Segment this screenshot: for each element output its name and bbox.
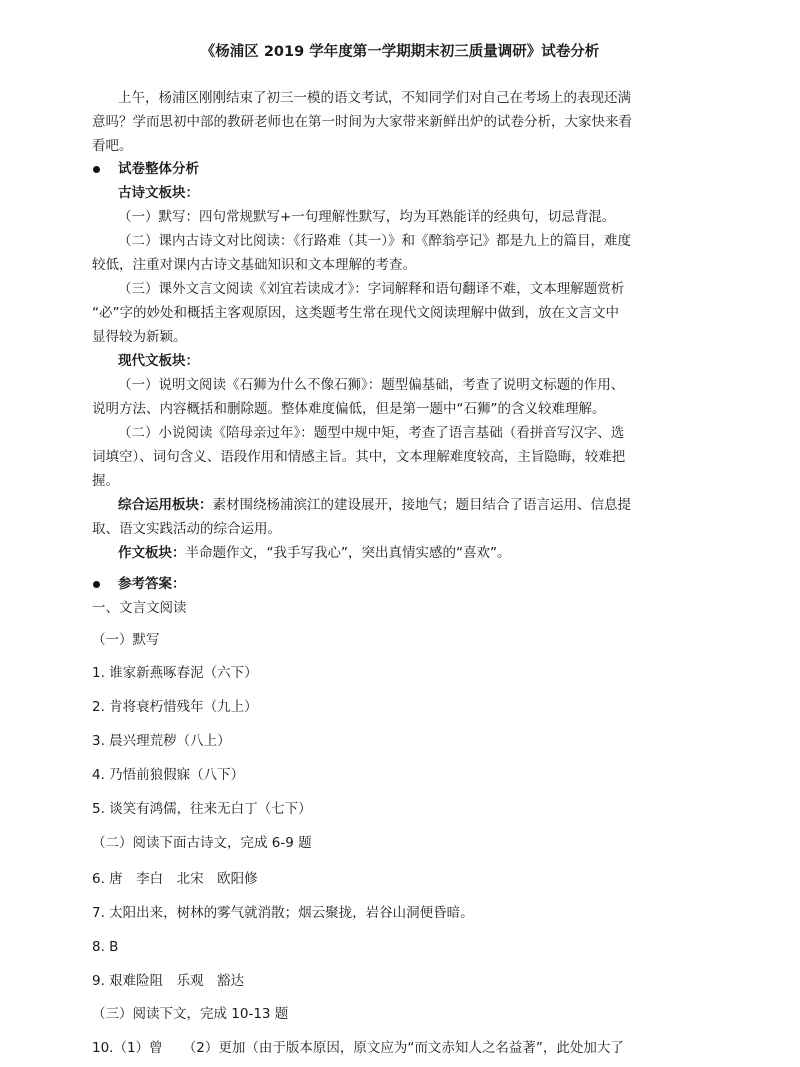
- answer-item: 4. 乃悟前狼假寐（八下）: [92, 767, 245, 783]
- ancient-poetry-label: 古诗文板块：: [118, 185, 199, 201]
- sub-heading: （二）阅读下面古诗文，完成 6-9 题: [92, 835, 312, 851]
- analysis-line: 说明方法、内容概括和删除题。整体难度偏低，但是第一题中“石狮”的含义较难理解。: [92, 401, 606, 417]
- answer-item: 7. 太阳出来，树林的雾气就消散；烟云聚拢，岩谷山洞便昏暗。: [92, 905, 474, 921]
- analysis-line: 较低，注重对课内古诗文基础知识和文本理解的考查。: [92, 257, 416, 273]
- sub-heading: （三）阅读下文，完成 10-13 题: [92, 1006, 289, 1022]
- analysis-line: （二）小说阅读《陪母亲过年》：题型中规中矩，考查了语言基础（看拼音写汉字、选: [118, 425, 625, 441]
- analysis-line: 半命题作文，“我手写我心”，突出真情实感的“喜欢”。: [185, 545, 511, 561]
- sub-heading: （一）默写: [92, 632, 160, 648]
- answer-item: 5. 谈笑有鸿儒，往来无白丁（七下）: [92, 801, 312, 817]
- intro-line: 看吧。: [92, 138, 133, 154]
- answers-heading: 参考答案：: [118, 576, 186, 592]
- analysis-line: 显得较为新颖。: [92, 329, 187, 345]
- analysis-line: （一）说明文阅读《石狮为什么不像石狮》：题型偏基础，考查了说明文标题的作用、: [118, 377, 625, 393]
- analysis-line: 词填空）、词句含义、语段作用和情感主旨。其中，文本理解难度较高，主旨隐晦，较难把: [92, 449, 626, 465]
- analysis-line: 取、语文实践活动的综合运用。: [92, 521, 281, 537]
- answer-item: 2. 肯将衰朽惜残年（九上）: [92, 699, 258, 715]
- answer-item: 10.（1）曾 （2）更加（由于版本原因，原文应为“而文赤知人之名益著”，此处加大了: [92, 1040, 624, 1056]
- intro-line: 上午，杨浦区刚刚结束了初三一模的语文考试，不知同学们对自己在考场上的表现还满: [118, 90, 631, 106]
- essay-label: 作文板块：: [118, 545, 186, 561]
- analysis-line: （二）课内古诗文对比阅读：《行路难（其一）》和《醉翁亭记》都是九上的篇目，难度: [118, 233, 631, 249]
- answer-item: 1. 谁家新燕啄春泥（六下）: [92, 665, 258, 681]
- intro-line: 意吗？学而思初中部的教研老师也在第一时间为大家带来新鲜出炉的试卷分析，大家快来看: [92, 114, 632, 130]
- integrated-label: 综合运用板块：: [118, 497, 213, 513]
- bullet-icon: [93, 166, 100, 173]
- document-title: 《杨浦区 2019 学年度第一学期期末初三质量调研》试卷分析: [200, 44, 600, 60]
- answer-item: 3. 晨兴理荒秽（八上）: [92, 733, 231, 749]
- answer-item: 8. B: [92, 939, 119, 955]
- analysis-line: （三）课外文言文阅读《刘宜若读成才》：字词解释和语句翻译不难，文本理解题赏析: [118, 281, 625, 297]
- bullet-icon: [93, 581, 100, 588]
- analysis-line: （一）默写：四句常规默写+一句理解性默写，均为耳熟能详的经典句，切忌背混。: [118, 209, 616, 225]
- part-heading: 一、文言文阅读: [92, 600, 187, 616]
- answer-item: 9. 艰难险阻 乐观 豁达: [92, 973, 245, 989]
- answer-item: 6. 唐 李白 北宋 欧阳修: [92, 871, 258, 887]
- modern-text-label: 现代文板块：: [118, 353, 199, 369]
- analysis-line: 握。: [92, 473, 119, 489]
- integrated-paragraph: [118, 494, 631, 516]
- analysis-line: “必”字的妙处和概括主客观原因，这类题考生常在现代文阅读理解中做到，放在文言文中: [92, 305, 619, 321]
- analysis-line: 素材围绕杨浦滨江的建设展开，接地气；题目结合了语言运用、信息提: [212, 497, 631, 513]
- essay-paragraph: [118, 542, 510, 564]
- section-heading: 试卷整体分析: [118, 161, 199, 177]
